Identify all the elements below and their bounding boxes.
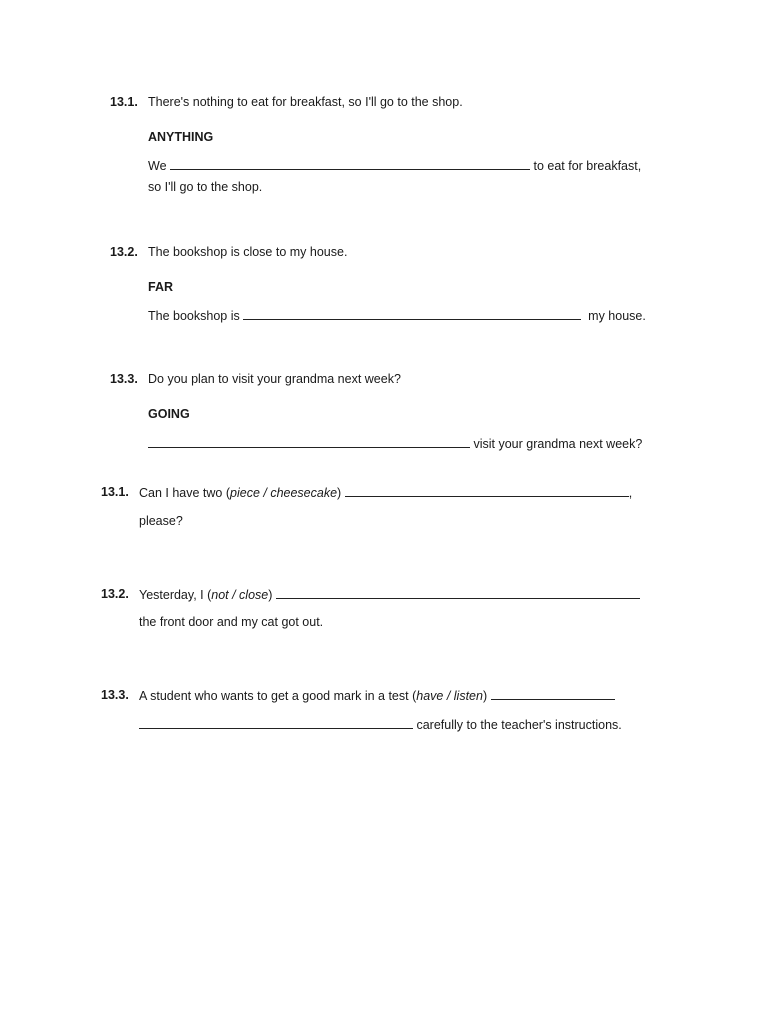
- answer-continuation: so I'll go to the shop.: [148, 180, 263, 194]
- question-sentence: Do you plan to visit your grandma next week?: [148, 372, 401, 386]
- question-number: 13.3.: [110, 372, 138, 386]
- text-before: A student who wants to get a good mark in a test (: [139, 689, 417, 703]
- answer-suffix: my house.: [588, 309, 646, 323]
- answer-blank[interactable]: [276, 586, 640, 599]
- answer-blank[interactable]: [345, 484, 629, 497]
- sentence-continuation: the front door and my cat got out.: [139, 615, 324, 629]
- question-number: 13.1.: [101, 485, 129, 499]
- answer-blank[interactable]: [148, 435, 470, 448]
- answer-line: [148, 435, 642, 452]
- verb-hint: piece / cheesecake: [230, 486, 338, 500]
- answer-line: [148, 157, 641, 174]
- keyword: FAR: [148, 280, 173, 294]
- answer-suffix: to eat for breakfast,: [533, 159, 642, 173]
- answer-blank[interactable]: [243, 307, 581, 320]
- text-after: ): [268, 588, 273, 602]
- answer-blank[interactable]: [491, 687, 615, 700]
- answer-prefix: We: [148, 159, 167, 173]
- question-number: 13.1.: [110, 95, 138, 109]
- question-number: 13.2.: [110, 245, 138, 259]
- question-sentence: [139, 687, 615, 704]
- end-punctuation: ,: [628, 486, 633, 500]
- question-sentence: [139, 484, 632, 501]
- keyword: GOING: [148, 407, 190, 421]
- keyword: ANYTHING: [148, 130, 214, 144]
- text-after: ): [482, 689, 488, 703]
- sentence-continuation: please?: [139, 514, 183, 528]
- text-before: Can I have two (: [139, 486, 231, 500]
- answer-blank-continued[interactable]: [139, 716, 413, 729]
- answer-prefix: The bookshop is: [148, 309, 240, 323]
- answer-line: [148, 307, 646, 324]
- answer-suffix: visit your grandma next week?: [473, 437, 643, 451]
- answer-blank[interactable]: [170, 157, 530, 170]
- sentence-continuation: [139, 716, 622, 733]
- continuation-suffix: carefully to the teacher's instructions.: [416, 718, 622, 732]
- text-after: ): [337, 486, 342, 500]
- question-number: 13.2.: [101, 587, 129, 601]
- question-sentence: The bookshop is close to my house.: [148, 245, 348, 259]
- verb-hint: have / listen: [416, 689, 483, 703]
- text-before: Yesterday, I (: [139, 588, 212, 602]
- question-sentence: There's nothing to eat for breakfast, so I'll go to the shop.: [148, 95, 463, 109]
- verb-hint: not / close: [211, 588, 269, 602]
- question-number: 13.3.: [101, 688, 129, 702]
- question-sentence: [139, 586, 640, 603]
